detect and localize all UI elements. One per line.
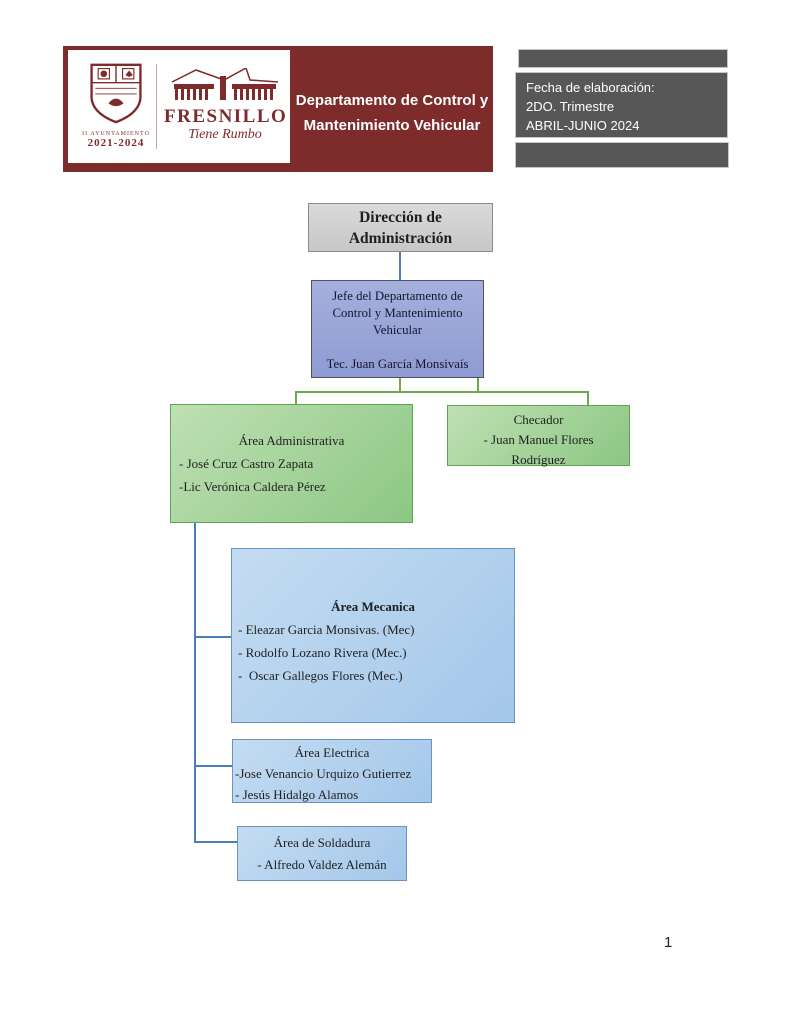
- jefe-title-line2: Control y Mantenimiento: [332, 306, 463, 320]
- node-checador: [447, 405, 630, 466]
- coat-of-arms: [80, 62, 152, 149]
- direccion-line2: Administración: [348, 230, 453, 247]
- city-slogan: Tiene Rumbo: [188, 127, 262, 142]
- checador-title: Checador: [513, 412, 564, 427]
- department-title-line1: Departamento de Control y: [295, 92, 489, 109]
- area-soldadura-title: Área de Soldadura: [273, 835, 371, 850]
- checador-name: - Juan Manuel Flores Rodríguez: [483, 432, 594, 467]
- header-gray-bar-bottom: [515, 142, 729, 168]
- jefe-title-line3: Vehicular: [372, 323, 423, 337]
- shield-icon: [87, 62, 145, 124]
- ayuntamiento-label: II AYUNTAMIENTO: [82, 131, 150, 137]
- ayuntamiento-years: 2021-2024: [87, 137, 145, 149]
- area-electrica-title: Área Electrica: [294, 745, 370, 760]
- member-line: -Lic Verónica Caldera Pérez: [179, 479, 326, 494]
- elaboration-date-text: [526, 78, 655, 135]
- logo-divider: [156, 64, 157, 149]
- member-line: - Alfredo Valdez Alemán: [257, 857, 387, 872]
- date-trimester: 2DO. Trimestre: [526, 99, 615, 114]
- page-number: 1: [664, 934, 673, 951]
- member-line: - Oscar Gallegos Flores (Mec.): [238, 668, 403, 683]
- fresnillo-wordmark: [164, 68, 286, 143]
- node-direccion-administracion: [308, 203, 493, 252]
- member-line: - Eleazar Garcia Monsivas. (Mec): [238, 622, 415, 637]
- jefe-name: Tec. Juan García Monsivaís: [326, 357, 469, 371]
- date-label: Fecha de elaboración:: [526, 80, 655, 95]
- area-mecanica-title: Área Mecanica: [331, 599, 415, 614]
- connector-jefe-stub-left: [399, 378, 401, 392]
- fresnillo-logo: [68, 50, 290, 163]
- member-line: - Jesús Hidalgo Alamos: [235, 787, 359, 802]
- jefe-title-line1: Jefe del Departamento de: [332, 289, 463, 303]
- header-gray-bar-top: [518, 49, 728, 68]
- node-area-soldadura: [237, 826, 407, 881]
- area-administrativa-title: Área Administrativa: [238, 433, 345, 448]
- connector-stub-soldadura: [194, 841, 238, 843]
- member-line: - José Cruz Castro Zapata: [179, 456, 314, 471]
- department-title-line2: Mantenimiento Vehicular: [303, 117, 481, 134]
- connector-direccion-jefe: [399, 252, 401, 281]
- connector-areas-vertical: [194, 522, 196, 843]
- connector-stub-electrica: [194, 765, 233, 767]
- member-line: - Rodolfo Lozano Rivera (Mec.): [238, 645, 407, 660]
- node-jefe-departamento: [311, 280, 484, 378]
- node-area-mecanica: [231, 548, 515, 723]
- city-name: FRESNILLO: [164, 106, 288, 127]
- date-period: ABRIL-JUNIO 2024: [526, 118, 640, 133]
- department-title: [293, 88, 491, 138]
- node-area-administrativa: [170, 404, 413, 523]
- elaboration-date-box: [515, 72, 728, 138]
- connector-drop-administrativa: [295, 391, 297, 405]
- node-area-electrica: [232, 739, 432, 803]
- jefe-spacer: [312, 339, 483, 356]
- connector-stub-mecanica: [194, 636, 232, 638]
- connector-jefe-stub-right: [477, 378, 479, 392]
- member-line: -Jose Venancio Urquizo Gutierrez: [235, 766, 412, 781]
- header-band: [63, 46, 493, 172]
- connector-branch-horizontal: [295, 391, 589, 393]
- direccion-line1: Dirección de: [359, 209, 442, 226]
- skyline-icon: [166, 68, 284, 102]
